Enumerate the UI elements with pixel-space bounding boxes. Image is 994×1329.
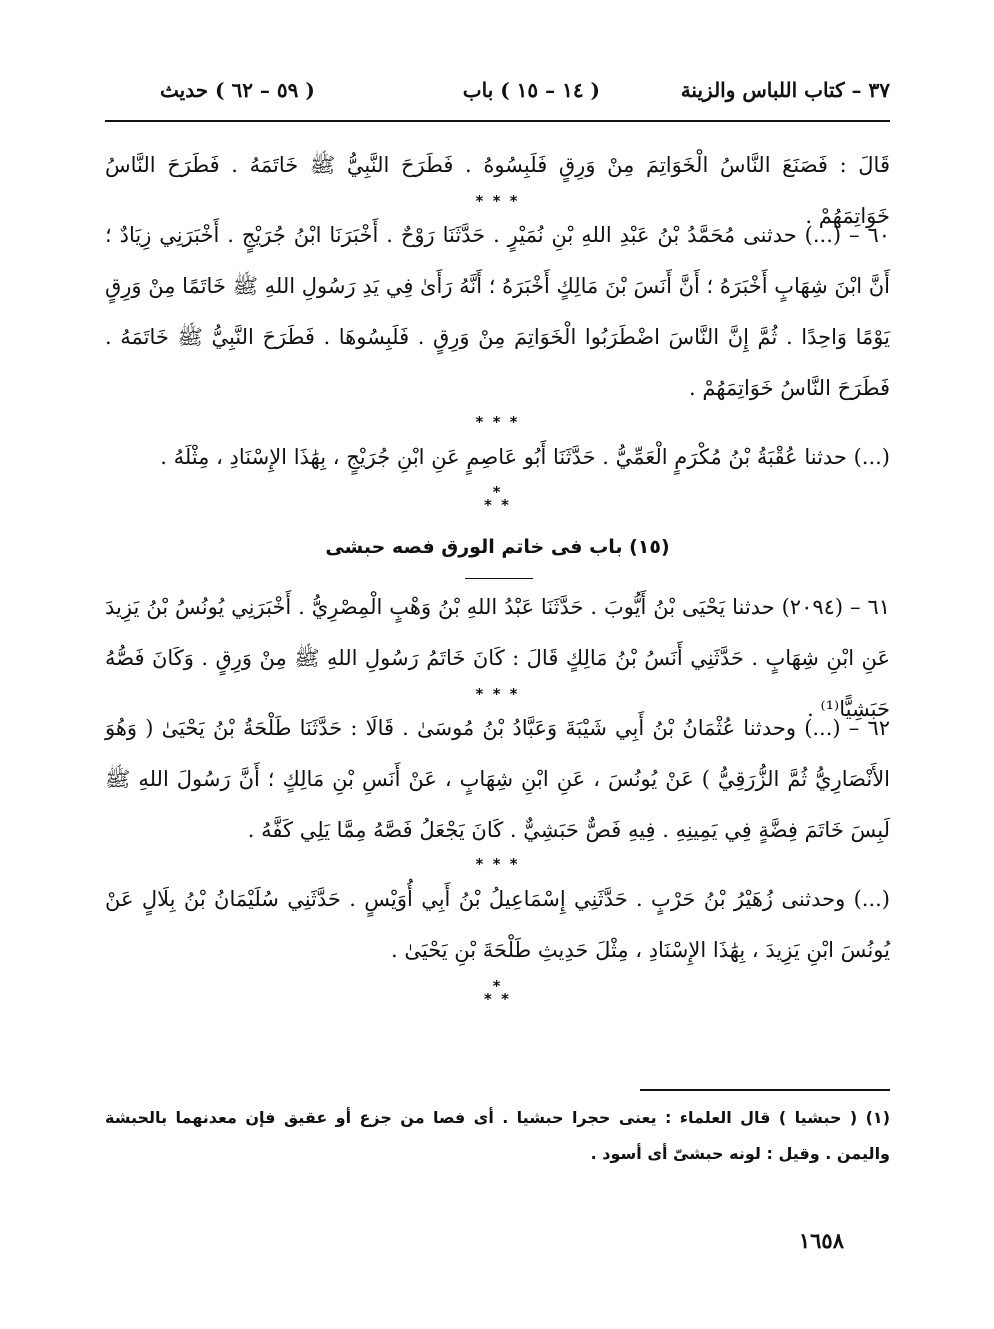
page-header xyxy=(105,78,890,114)
hadith-61: ٦١ – (٢٠٩٤) حدثنا يَحْيَى بْنُ أَيُّوبَ . حَدَّثَنَا عَبْدُ اللهِ بْنُ وَهْبٍ الْمِصْرِيُّ . أَخْبَرَنِي يُونُسُ بْنُ يَزِيدَ عَنِ ابْنِ شِهَابٍ . حَدَّثَنِي أَنَسُ بْنُ مَالِكٍ قَالَ : كَانَ خَاتَمُ رَسُولِ اللهِ ﷺ مِنْ وَرِقٍ . وَكَانَ فَصُّهُ حَبَشِيًّا⁽¹⁾ . xyxy=(105,595,890,721)
separator-stars: * * * xyxy=(475,685,520,703)
chapter-heading: (١٥) باب فى خاتم الورق فصه حبشى xyxy=(325,536,670,558)
separator-stars: * * * xyxy=(475,855,520,873)
separator-stars: * * * xyxy=(475,413,520,431)
hadith-60: ٦٠ – (...) حدثنى مُحَمَّدُ بْنُ عَبْدِ اللهِ بْنِ نُمَيْرٍ . حَدَّثَنَا رَوْحٌ . أَخْبَرَنَا ابْنُ جُرَيْجٍ . أَخْبَرَنِي زِيَادٌ ؛ أَنَّ ابْنَ شِهَابٍ أَخْبَرَهُ ؛ أَنَّ أَنَسَ بْنَ مَالِكٍ أَخْبَرَهُ ؛ أَنَّهُ رَأَىٰ فِي يَدِ رَسُولِ اللهِ ﷺ خَاتَمًا مِنْ وَرِقٍ يَوْمًا وَاحِدًا . ثُمَّ إِنَّ النَّاسَ اضْطَرَبُوا الْخَوَاتِمَ مِنْ وَرِقٍ . فَلَبِسُوهَا . فَطَرَحَ النَّبِيُّ ﷺ خَاتَمَهُ . فَطَرَحَ النَّاسُ خَوَاتِمَهُمْ . xyxy=(105,223,890,400)
hadith-62-variant: (...) وحدثنى زُهَيْرُ بْنُ حَرْبٍ . حَدَّثَنِي إِسْمَاعِيلُ بْنُ أَبِي أُوَيْسٍ . حَدَّثَنِي سُلَيْمَانُ بْنُ بِلَالٍ عَنْ يُونُسَ ابْنِ يَزِيدَ ، بِهَٰذَا الإِسْنَادِ ، مِثْلَ حَدِيثِ طَلْحَةَ بْنِ يَحْيَىٰ . xyxy=(105,887,890,962)
footnote-rule xyxy=(640,1089,890,1091)
section-end-mark: * * * xyxy=(484,483,511,514)
hadith-62: ٦٢ – (...) وحدثنا عُثْمَانُ بْنُ أَبِي شَيْبَةَ وَعَبَّادُ بْنُ مُوسَىٰ . قَالَا : حَدَّثَنَا طَلْحَةُ بْنُ يَحْيَىٰ ( وَهُوَ الأَنْصَارِيُّ ثُمَّ الزُّرَقِيُّ ) عَنْ يُونُسَ ، عَنِ ابْنِ شِهَابٍ ، عَنْ أَنَسِ بْنِ مَالِكٍ ؛ أَنَّ رَسُولَ اللهِ ﷺ لَبِسَ خَاتَمَ فِضَّةٍ فِي يَمِينِهِ . فِيهِ فَصٌّ حَبَشِيٌّ . كَانَ يَجْعَلُ فَصَّهُ مِمَّا يَلِي كَفَّهُ . xyxy=(105,716,890,842)
hadith-59-ending: قَالَ : فَصَنَعَ النَّاسُ الْخَوَاتِمَ مِنْ وَرِقٍ فَلَبِسُوهُ . فَطَرَحَ النَّبِيُّ ﷺ خَاتَمَهُ . فَطَرَحَ النَّاسُ خَوَاتِمَهُمْ . xyxy=(105,153,890,228)
header-rule xyxy=(105,120,890,122)
footnote: (١) ( حبشيا ) قال العلماء : يعنى حجرا حبشيا . أى فصا من جزع أو عقيق فإن معدنهما بالحبشة واليمن . وقيل : لونه حبشىّ أى أسود . xyxy=(105,1108,890,1163)
page-number: ١٦٥٨ xyxy=(798,1228,844,1253)
chapter-reference: ( ١٤ – ١٥ ) باب xyxy=(462,78,600,102)
section-end-mark: * * * xyxy=(484,977,511,1008)
hadith-reference: ( ٥٩ – ٦٢ ) حديث xyxy=(160,78,315,102)
hadith-60-variant: (...) حدثنا عُقْبَةُ بْنُ مُكْرَمٍ الْعَمِّيُّ . حَدَّثَنَا أَبُو عَاصِمٍ عَنِ ابْنِ جُرَيْجٍ ، بِهَٰذَا الإِسْنَادِ ، مِثْلَهُ . xyxy=(160,445,890,469)
chapter-underline xyxy=(465,578,533,579)
separator-stars: * * * xyxy=(475,192,520,210)
book-title: ٣٧ – كتاب اللباس والزينة xyxy=(680,78,890,102)
